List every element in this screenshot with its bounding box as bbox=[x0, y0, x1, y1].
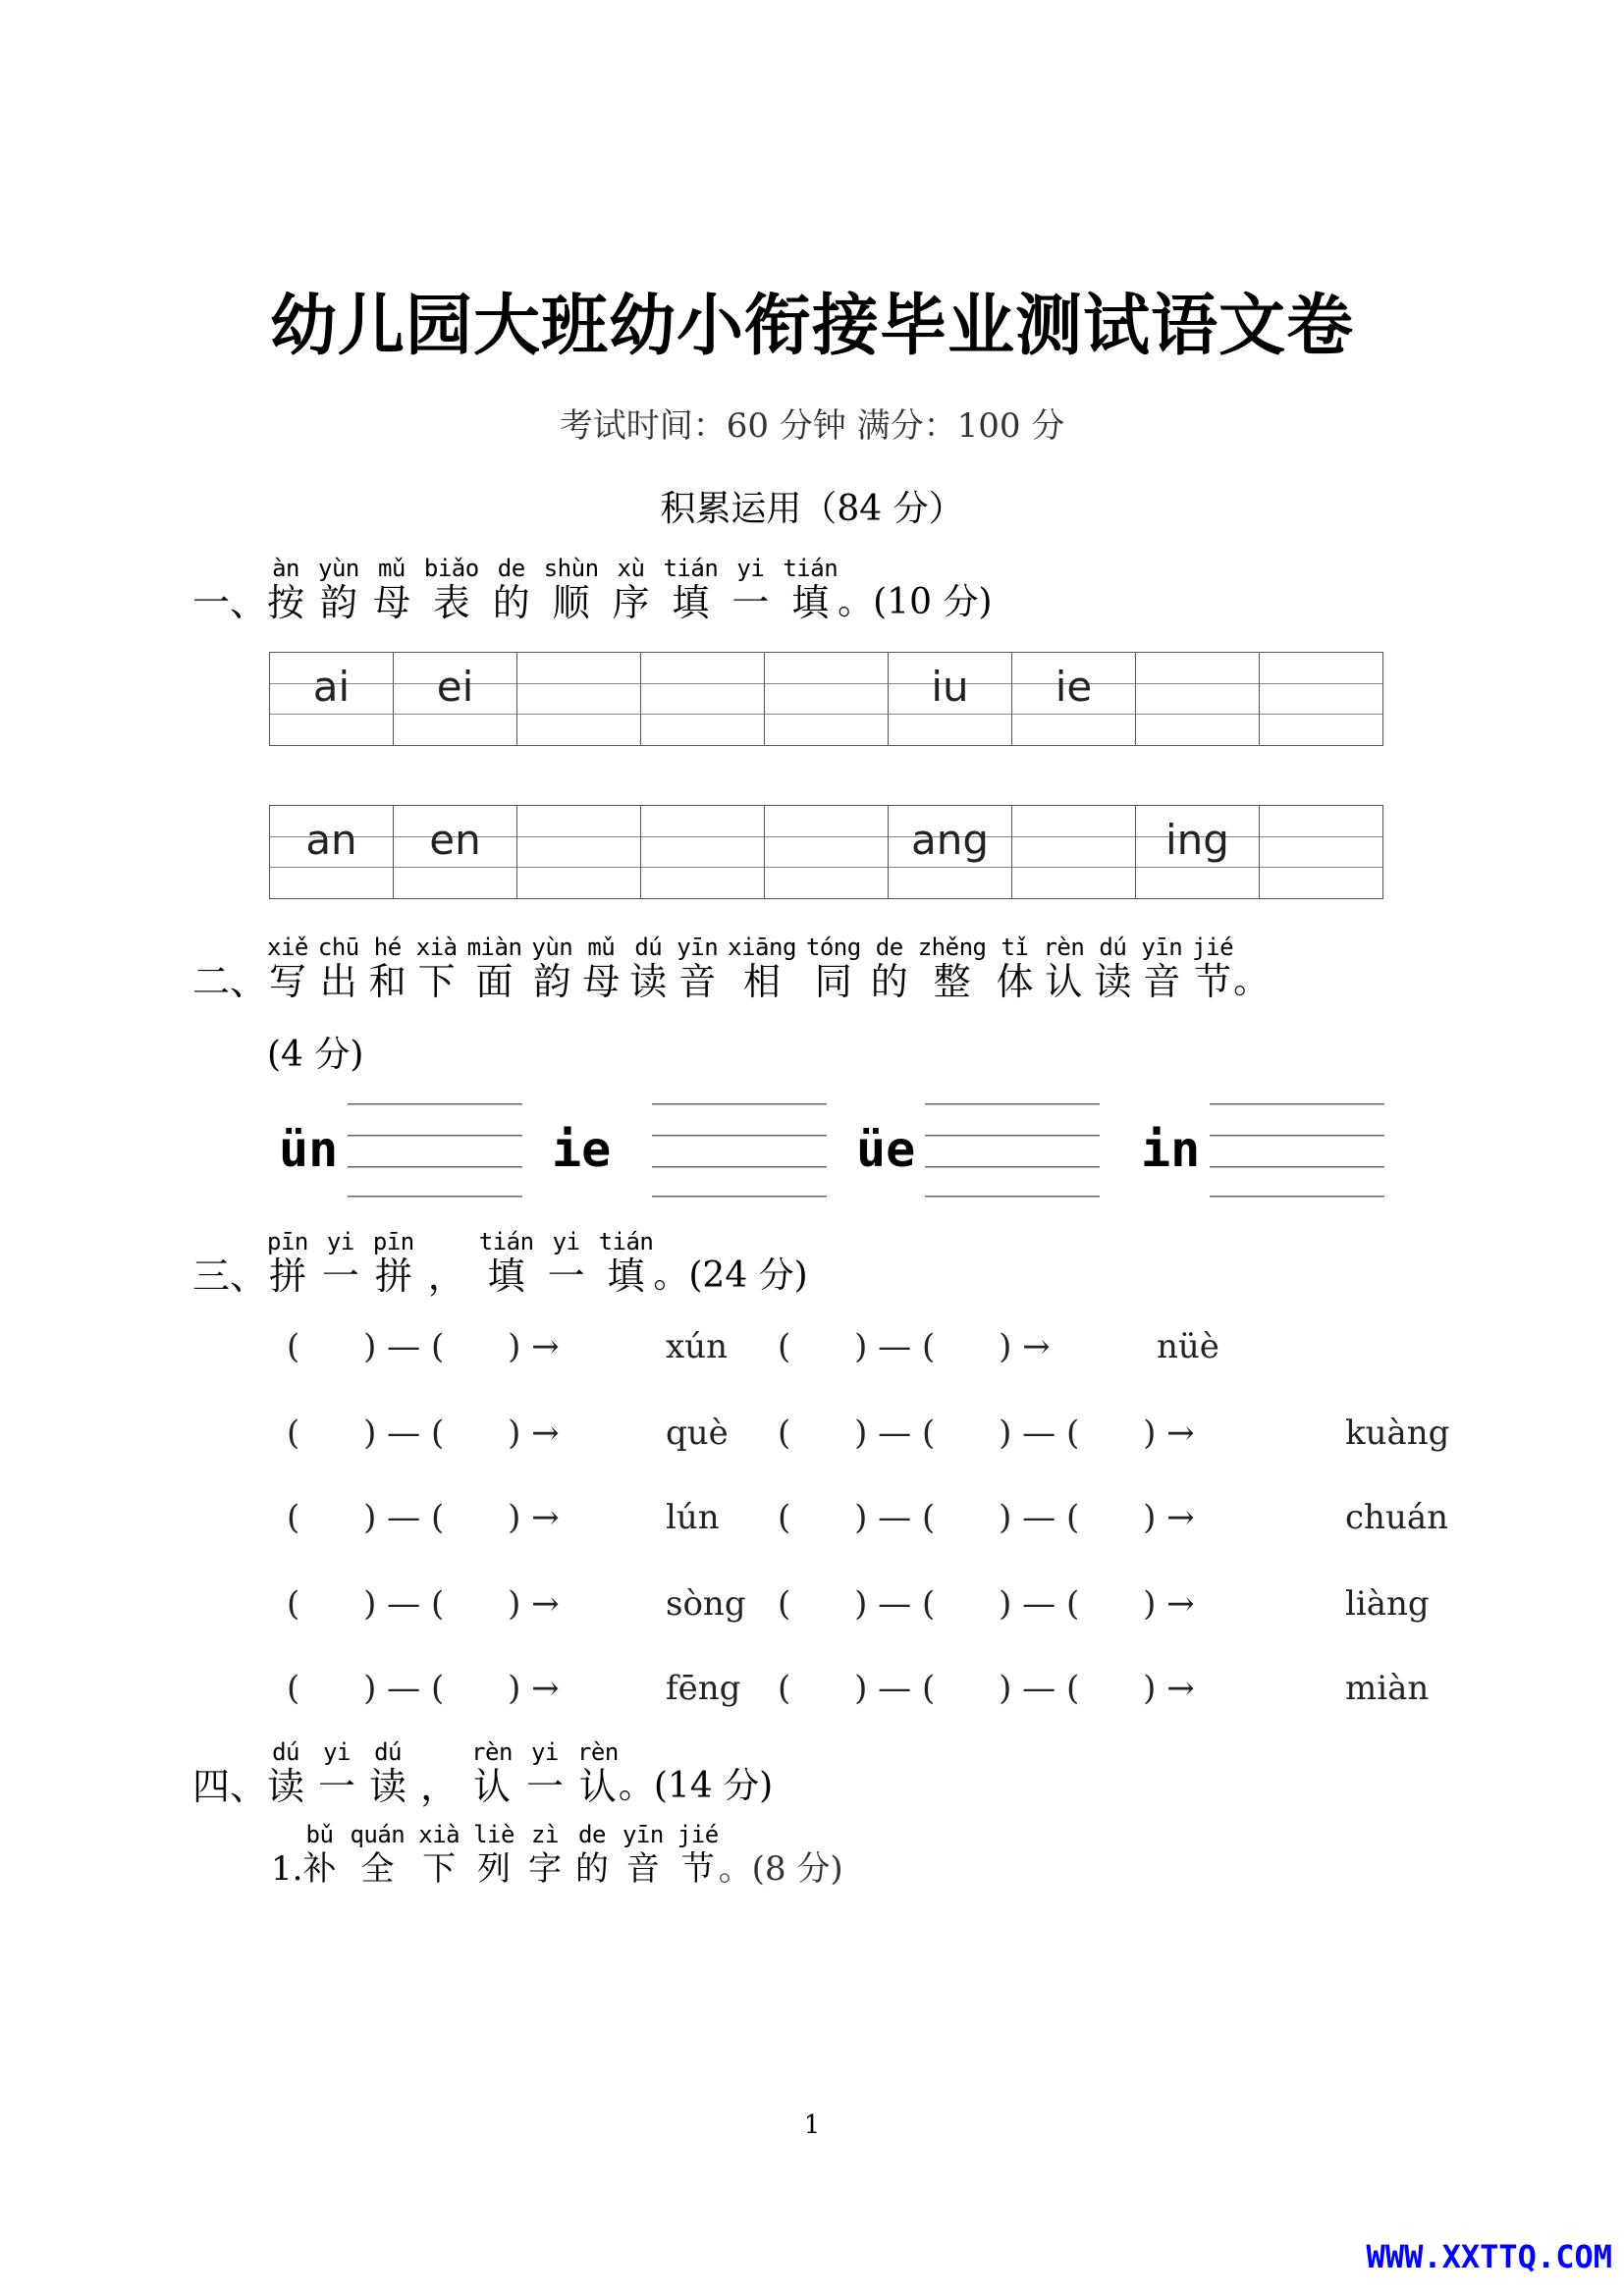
finals-row bbox=[279, 1103, 1384, 1198]
pinyin-grid-2 bbox=[269, 805, 1383, 899]
ruby-word bbox=[418, 1822, 460, 1891]
pinyin-annotation: àn bbox=[272, 555, 299, 582]
question-4-1-heading bbox=[271, 1822, 843, 1891]
writing-lines[interactable] bbox=[925, 1103, 1100, 1198]
grid-cell bbox=[1136, 806, 1260, 899]
grid-cell-text: an bbox=[305, 816, 357, 864]
hanzi-character: 节 bbox=[680, 1849, 715, 1889]
ruby-word bbox=[373, 1229, 414, 1298]
pinyin-annotation: dú bbox=[1099, 934, 1127, 961]
grid-cell bbox=[889, 653, 1012, 746]
hanzi-character: 一 bbox=[731, 581, 770, 624]
section-heading: 积累运用（84 分） bbox=[660, 489, 964, 529]
hanzi-character: 一 bbox=[547, 1255, 585, 1298]
target-syllable: què bbox=[666, 1414, 729, 1453]
pinyin-annotation: bǔ bbox=[305, 1821, 334, 1848]
hanzi-character: 的 bbox=[574, 1849, 609, 1889]
hanzi-character: 读 bbox=[267, 1765, 305, 1808]
page-number: 1 bbox=[803, 2110, 821, 2140]
pinyin-annotation: yùn bbox=[531, 934, 573, 961]
question-1-score: 。(10 分) bbox=[838, 582, 993, 622]
ruby-word bbox=[577, 1739, 619, 1808]
ruby-word bbox=[677, 934, 718, 1003]
hanzi-character: 全 bbox=[360, 1849, 395, 1889]
hanzi-character: 字 bbox=[527, 1849, 562, 1889]
hanzi-character: 认 bbox=[473, 1765, 512, 1808]
pinyin-annotation: xià bbox=[418, 1821, 460, 1848]
question-2-words bbox=[267, 934, 1233, 1003]
pinyin-annotation: rèn bbox=[471, 1738, 513, 1766]
hanzi-character: 和 bbox=[368, 960, 406, 1003]
pinyin-annotation: dú bbox=[272, 1738, 299, 1766]
grid-cell[interactable] bbox=[1012, 806, 1136, 899]
pinyin-annotation: xià bbox=[415, 934, 458, 961]
hanzi-character: 填 bbox=[791, 581, 830, 624]
ruby-word bbox=[548, 1229, 585, 1298]
pinyin-annotation: yi bbox=[323, 1738, 351, 1766]
question-1-heading bbox=[192, 556, 992, 624]
ruby-word bbox=[544, 556, 599, 624]
hanzi-character: 一 bbox=[321, 1255, 359, 1298]
blank-boxes-right[interactable]: ( ) — ( ) — ( ) → bbox=[778, 1498, 1195, 1537]
pinyin-annotation: tián bbox=[598, 1228, 654, 1255]
hanzi-character: 节 bbox=[1194, 960, 1232, 1003]
ruby-word bbox=[613, 556, 650, 624]
pinyin-annotation: zhěng bbox=[917, 934, 987, 961]
hanzi-character: 读 bbox=[629, 960, 668, 1003]
ruby-word bbox=[528, 1822, 562, 1891]
pinyin-annotation: xiě bbox=[267, 934, 308, 961]
blank-boxes-left[interactable]: ( ) — ( ) → bbox=[287, 1584, 560, 1624]
ruby-word bbox=[1192, 934, 1233, 1003]
ruby-word bbox=[599, 1229, 654, 1298]
pinyin-annotation: de bbox=[875, 934, 903, 961]
question-2-score: (4 分) bbox=[267, 1035, 364, 1075]
blank-boxes-right[interactable]: ( ) — ( ) → bbox=[778, 1327, 1051, 1366]
hanzi-character: 补 bbox=[302, 1849, 337, 1889]
ruby-word bbox=[526, 1739, 564, 1808]
pinyin-annotation: tián bbox=[783, 555, 839, 582]
pinyin-annotation: pīn bbox=[267, 1228, 308, 1255]
question-1-words bbox=[267, 556, 838, 624]
pinyin-annotation: jié bbox=[677, 1821, 719, 1848]
site-watermark[interactable]: WWW.XXTTQ.COM bbox=[1366, 2238, 1612, 2275]
ruby-word bbox=[369, 934, 406, 1003]
ruby-word bbox=[582, 934, 620, 1003]
question-4-1-score: 。(8 分) bbox=[718, 1849, 843, 1889]
ruby-word bbox=[493, 556, 530, 624]
hanzi-character: 下 bbox=[422, 1849, 457, 1889]
pinyin-annotation: zì bbox=[531, 1821, 559, 1848]
ruby-word bbox=[267, 934, 308, 1003]
pinyin-annotation: yi bbox=[530, 1738, 559, 1766]
ruby-word bbox=[871, 934, 908, 1003]
hanzi-character: 面 bbox=[475, 960, 514, 1003]
hanzi-character: 序 bbox=[612, 581, 650, 624]
hanzi-character: 认 bbox=[578, 1765, 617, 1808]
grid-cell-text: ai bbox=[312, 663, 351, 711]
ruby-word bbox=[318, 556, 359, 624]
hanzi-character: 拼 bbox=[374, 1255, 412, 1298]
pinyin-annotation: biǎo bbox=[423, 555, 479, 582]
ruby-word bbox=[302, 1822, 336, 1891]
hanzi-character: 一 bbox=[525, 1765, 564, 1808]
pinyin-annotation: yùn bbox=[318, 555, 359, 582]
grid-cell[interactable] bbox=[641, 653, 765, 746]
ruby-word bbox=[424, 556, 479, 624]
ruby-word bbox=[623, 1822, 664, 1891]
ruby-word bbox=[420, 1739, 458, 1808]
writing-lines[interactable] bbox=[348, 1103, 522, 1198]
target-syllable: lún bbox=[666, 1498, 720, 1537]
ruby-word bbox=[664, 556, 719, 624]
question-number: 三、 bbox=[192, 1255, 268, 1298]
pinyin-annotation: shùn bbox=[543, 555, 599, 582]
question-4-1-words bbox=[302, 1822, 718, 1891]
hanzi-character: 的 bbox=[492, 581, 530, 624]
ruby-word bbox=[267, 1739, 304, 1808]
grid-cell[interactable] bbox=[765, 653, 889, 746]
pinyin-annotation: yi bbox=[552, 1228, 580, 1255]
hanzi-character: 出 bbox=[319, 960, 357, 1003]
grid-cell-text: ei bbox=[436, 663, 474, 711]
target-syllable: liàng bbox=[1345, 1584, 1430, 1624]
question-2-tail: 。 bbox=[1233, 961, 1270, 1001]
final-label: ie bbox=[552, 1121, 612, 1178]
final-label: üe bbox=[856, 1121, 916, 1178]
grid-cell-text: ang bbox=[910, 816, 990, 864]
blank-boxes-right[interactable]: ( ) — ( ) — ( ) → bbox=[778, 1414, 1195, 1453]
hanzi-character: 同 bbox=[814, 960, 852, 1003]
ruby-word bbox=[728, 934, 796, 1003]
pinyin-annotation: tǐ bbox=[1001, 934, 1029, 961]
hanzi-character: 填 bbox=[607, 1255, 645, 1298]
hanzi-character: 下 bbox=[417, 960, 456, 1003]
hanzi-character: 韵 bbox=[533, 960, 571, 1003]
grid-cell-text: en bbox=[429, 816, 481, 864]
hanzi-character: 音 bbox=[1143, 960, 1181, 1003]
hanzi-character: 写 bbox=[268, 960, 306, 1003]
hanzi-character: 母 bbox=[372, 581, 410, 624]
hanzi-character: 按 bbox=[267, 581, 305, 624]
hanzi-character: 的 bbox=[870, 960, 908, 1003]
grid-cell[interactable] bbox=[517, 653, 641, 746]
ruby-word bbox=[267, 556, 304, 624]
ruby-word bbox=[918, 934, 987, 1003]
hanzi-character: 韵 bbox=[319, 581, 357, 624]
hanzi-character: 体 bbox=[996, 960, 1034, 1003]
question-number: 一、 bbox=[192, 581, 268, 624]
grid-cell[interactable] bbox=[641, 806, 765, 899]
question-3-words bbox=[267, 1229, 653, 1298]
pinyin-annotation: dú bbox=[634, 934, 663, 961]
final-label: in bbox=[1141, 1121, 1201, 1178]
grid-cell bbox=[394, 806, 517, 899]
ruby-word bbox=[369, 1739, 406, 1808]
blank-boxes-left[interactable]: ( ) — ( ) → bbox=[287, 1327, 560, 1366]
target-syllable: nüè bbox=[1157, 1327, 1219, 1366]
ruby-word bbox=[416, 934, 458, 1003]
question-3-score: 。(24 分) bbox=[653, 1255, 808, 1296]
hanzi-character: 读 bbox=[1094, 960, 1132, 1003]
grid-cell-text: ie bbox=[1055, 663, 1093, 711]
ruby-word bbox=[531, 934, 572, 1003]
hanzi-character: 读 bbox=[369, 1765, 407, 1808]
pinyin-annotation: rèn bbox=[576, 1738, 619, 1766]
pinyin-annotation: miàn bbox=[466, 934, 522, 961]
ruby-word bbox=[1094, 934, 1131, 1003]
ruby-word bbox=[373, 556, 410, 624]
final-label: ün bbox=[279, 1121, 339, 1178]
grid-cell[interactable] bbox=[517, 806, 641, 899]
pinyin-annotation: hé bbox=[373, 934, 402, 961]
ruby-word bbox=[575, 1822, 609, 1891]
pinyin-annotation: xù bbox=[617, 555, 645, 582]
ruby-word bbox=[473, 1822, 514, 1891]
hanzi-character: 相 bbox=[743, 960, 782, 1003]
hanzi-character: 音 bbox=[678, 960, 717, 1003]
grid-cell[interactable] bbox=[1136, 653, 1260, 746]
ruby-word bbox=[479, 1229, 534, 1298]
writing-lines[interactable] bbox=[652, 1103, 827, 1198]
blank-boxes-right[interactable]: ( ) — ( ) — ( ) → bbox=[778, 1584, 1195, 1624]
target-syllable: fēng bbox=[666, 1669, 741, 1708]
pinyin-annotation: chū bbox=[317, 934, 359, 961]
ruby-word bbox=[428, 1229, 465, 1298]
pinyin-annotation: jié bbox=[1192, 934, 1234, 961]
grid-cell bbox=[1012, 653, 1136, 746]
ruby-word bbox=[783, 556, 838, 624]
question-number: 四、 bbox=[192, 1765, 268, 1808]
exam-info: 考试时间：60 分钟 满分：100 分 bbox=[559, 406, 1065, 446]
ruby-word bbox=[471, 1739, 513, 1808]
pinyin-annotation: mǔ bbox=[587, 934, 616, 961]
grid-cell-text: ing bbox=[1165, 816, 1229, 864]
hanzi-character: ， bbox=[427, 1255, 465, 1298]
question-4-heading bbox=[192, 1739, 773, 1808]
ruby-word bbox=[467, 934, 522, 1003]
hanzi-character: 填 bbox=[487, 1255, 525, 1298]
ruby-word bbox=[318, 934, 359, 1003]
ruby-word bbox=[806, 934, 861, 1003]
pinyin-annotation: quán bbox=[350, 1821, 406, 1848]
ruby-word bbox=[318, 1739, 355, 1808]
grid-cell bbox=[394, 653, 517, 746]
hanzi-character: 列 bbox=[477, 1849, 512, 1889]
hanzi-character: 整 bbox=[933, 960, 971, 1003]
pinyin-annotation: mǔ bbox=[377, 555, 406, 582]
pinyin-annotation: xiāng bbox=[728, 934, 796, 961]
ruby-word bbox=[996, 934, 1033, 1003]
question-4-score: 。(14 分) bbox=[618, 1766, 774, 1806]
writing-lines[interactable] bbox=[1210, 1103, 1384, 1198]
pinyin-annotation: tián bbox=[663, 555, 719, 582]
question-4-words bbox=[267, 1739, 619, 1808]
pinyin-annotation: de bbox=[578, 1821, 606, 1848]
target-syllable: miàn bbox=[1345, 1669, 1430, 1708]
hanzi-character: ， bbox=[420, 1765, 459, 1808]
question-number: 二、 bbox=[192, 960, 268, 1003]
grid-cell[interactable] bbox=[1260, 653, 1383, 746]
ruby-word bbox=[322, 1229, 359, 1298]
question-3-heading bbox=[192, 1229, 808, 1298]
grid-cell[interactable] bbox=[1260, 806, 1383, 899]
blank-boxes-left[interactable]: ( ) — ( ) → bbox=[287, 1414, 560, 1453]
ruby-word bbox=[677, 1822, 719, 1891]
pinyin-annotation: dú bbox=[374, 1738, 402, 1766]
ruby-word bbox=[1141, 934, 1182, 1003]
target-syllable: chuán bbox=[1345, 1498, 1449, 1537]
pinyin-annotation: pīn bbox=[372, 1228, 414, 1255]
blank-boxes-left[interactable]: ( ) — ( ) → bbox=[287, 1669, 560, 1708]
sub-question-number: 1. bbox=[271, 1849, 303, 1889]
blank-boxes-left[interactable]: ( ) — ( ) → bbox=[287, 1498, 560, 1537]
target-syllable: sòng bbox=[666, 1584, 746, 1624]
pinyin-annotation: yīn bbox=[622, 1821, 664, 1848]
ruby-word bbox=[350, 1822, 405, 1891]
ruby-word bbox=[731, 556, 769, 624]
ruby-word bbox=[1043, 934, 1084, 1003]
grid-cell bbox=[270, 806, 394, 899]
pinyin-annotation: rèn bbox=[1043, 934, 1085, 961]
blank-boxes-right[interactable]: ( ) — ( ) — ( ) → bbox=[778, 1669, 1195, 1708]
pinyin-annotation: yīn bbox=[1141, 934, 1183, 961]
pinyin-annotation: tián bbox=[478, 1228, 534, 1255]
hanzi-character: 一 bbox=[318, 1765, 356, 1808]
target-syllable: xún bbox=[666, 1327, 728, 1366]
ruby-word bbox=[629, 934, 667, 1003]
hanzi-character: 表 bbox=[432, 581, 470, 624]
pinyin-annotation: yi bbox=[326, 1228, 354, 1255]
grid-cell bbox=[889, 806, 1012, 899]
pinyin-grid-1 bbox=[269, 652, 1383, 746]
target-syllable: kuàng bbox=[1345, 1414, 1450, 1453]
grid-cell bbox=[270, 653, 394, 746]
pinyin-annotation: liè bbox=[473, 1821, 514, 1848]
question-2-heading bbox=[192, 934, 1269, 1003]
pinyin-annotation: yīn bbox=[677, 934, 719, 961]
pinyin-annotation: tóng bbox=[805, 934, 861, 961]
hanzi-character: 拼 bbox=[268, 1255, 306, 1298]
hanzi-character: 认 bbox=[1045, 960, 1083, 1003]
grid-cell[interactable] bbox=[765, 806, 889, 899]
ruby-word bbox=[267, 1229, 308, 1298]
hanzi-character: 顺 bbox=[552, 581, 590, 624]
pinyin-annotation: de bbox=[497, 555, 525, 582]
grid-cell-text: iu bbox=[931, 663, 969, 711]
hanzi-character: 填 bbox=[672, 581, 710, 624]
page-title: 幼儿园大班幼小衔接毕业测试语文卷 bbox=[269, 288, 1354, 365]
hanzi-character: 音 bbox=[625, 1849, 660, 1889]
hanzi-character: 母 bbox=[582, 960, 621, 1003]
pinyin-annotation: yi bbox=[736, 555, 765, 582]
